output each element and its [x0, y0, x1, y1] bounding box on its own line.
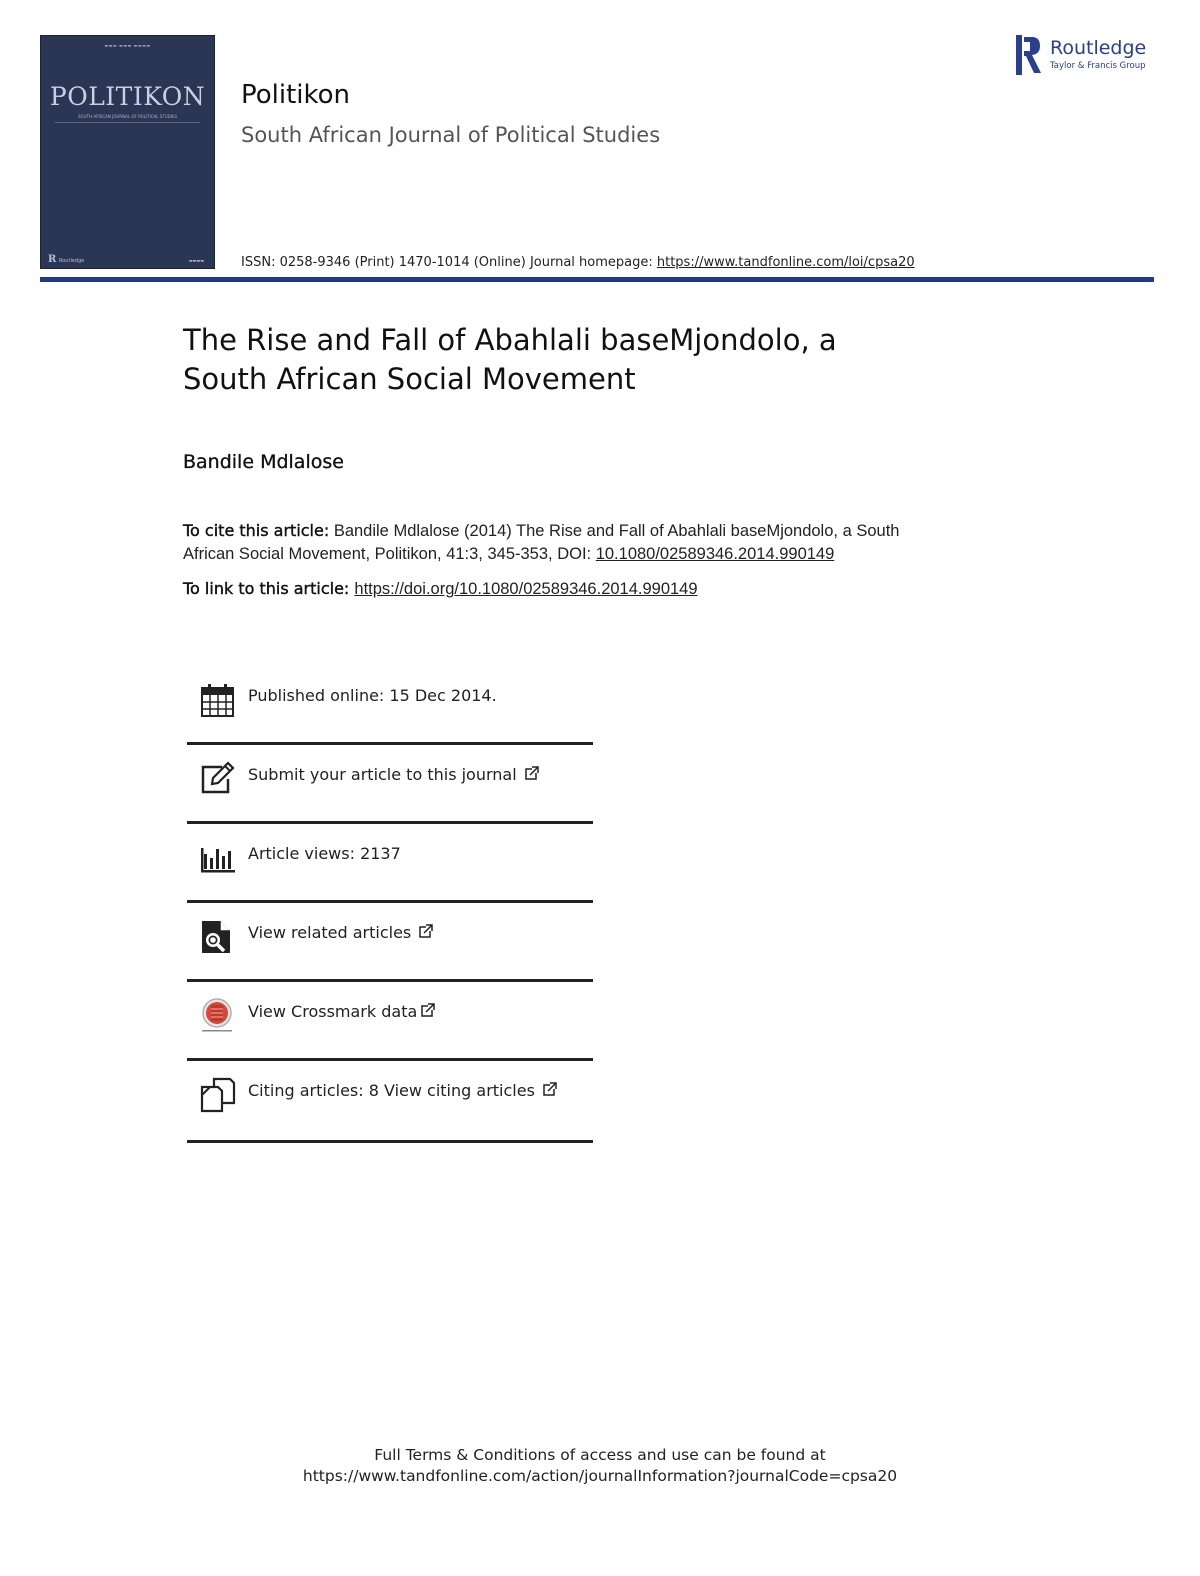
- footer-terms: [0, 1445, 1200, 1487]
- footer-terms-text: Full Terms & Conditions of access and use can be found at: [374, 1446, 826, 1464]
- view-related-articles-label: View related articles: [248, 923, 412, 942]
- journal-cover-image: [40, 35, 215, 269]
- issn-line: [241, 255, 915, 270]
- publisher-logo[interactable]: [1016, 35, 1156, 75]
- view-crossmark-link[interactable]: [248, 1002, 435, 1021]
- citation-line-1: [183, 519, 1043, 543]
- footer-terms-url[interactable]: https://www.tandfonline.com/action/journalInformation?journalCode=cpsa20: [302, 1467, 898, 1485]
- info-row-crossmark[interactable]: [187, 982, 593, 1061]
- submit-article-link[interactable]: [248, 765, 539, 784]
- publisher-name: Routledge: [1050, 37, 1147, 59]
- article-doi-url-link[interactable]: https://doi.org/10.1080/02589346.2014.990149: [354, 580, 698, 598]
- citation-line-2: [183, 543, 1043, 566]
- document-search-icon: [200, 919, 236, 955]
- info-row-citing[interactable]: [187, 1061, 593, 1143]
- journal-title: Politikon: [241, 80, 351, 110]
- info-row-related[interactable]: [187, 903, 593, 982]
- citation-text-2: African Social Movement, Politikon, 41:3, 345-353, DOI:: [183, 545, 596, 563]
- cover-code: ▬▬▬▬: [188, 258, 204, 263]
- article-link-label: To link to this article:: [183, 579, 355, 598]
- bar-chart-icon: [200, 840, 236, 876]
- cover-publisher-logo-icon: R: [48, 254, 57, 265]
- calendar-icon: [200, 682, 236, 718]
- issn-text: ISSN: 0258-9346 (Print) 1470-1014 (Online) Journal homepage:: [241, 255, 657, 270]
- journal-subtitle: South African Journal of Political Studies: [241, 123, 661, 147]
- external-link-icon: [419, 1003, 435, 1019]
- published-online-text: Published online: 15 Dec 2014.: [248, 686, 497, 705]
- article-title: [183, 321, 1023, 399]
- publisher-group: Taylor & Francis Group: [1050, 61, 1146, 71]
- citation-label: To cite this article:: [183, 521, 330, 540]
- article-title-line-1: The Rise and Fall of Abahlali baseMjondolo, a: [183, 323, 837, 357]
- view-crossmark-label: View Crossmark data: [248, 1002, 418, 1021]
- article-views-text: Article views: 2137: [248, 844, 401, 863]
- cover-volume-line: ▬▬▬ ▬▬▬ ▬▬▬▬: [104, 43, 151, 48]
- submit-article-label: Submit your article to this journal: [248, 765, 517, 784]
- article-info-list: [187, 666, 593, 1143]
- journal-homepage-link[interactable]: https://www.tandfonline.com/loi/cpsa20: [656, 255, 915, 270]
- external-link-icon: [417, 924, 433, 940]
- cover-publisher-name: Routledge: [59, 258, 85, 264]
- citation-block: [183, 519, 1043, 566]
- view-related-articles-link[interactable]: [248, 923, 433, 942]
- article-title-line-2: South African Social Movement: [183, 362, 636, 396]
- citing-articles-link[interactable]: [248, 1081, 557, 1100]
- article-author: Bandile Mdlalose: [183, 451, 344, 473]
- info-row-views: [187, 824, 593, 903]
- info-row-submit[interactable]: [187, 745, 593, 824]
- copy-documents-icon: [200, 1077, 236, 1113]
- header-divider: [40, 277, 1154, 282]
- citation-doi-link[interactable]: 10.1080/02589346.2014.990149: [595, 545, 835, 563]
- external-link-icon: [541, 1082, 557, 1098]
- cover-subtitle: SOUTH AFRICAN JOURNAL OF POLITICAL STUDIES: [78, 114, 177, 119]
- article-link-block: [183, 579, 698, 599]
- citation-text-1: Bandile Mdlalose (2014) The Rise and Fall of Abahlali baseMjondolo, a South: [329, 522, 900, 540]
- cover-divider: [55, 122, 200, 123]
- citing-articles-label: Citing articles: 8 View citing articles: [248, 1081, 535, 1100]
- external-link-icon: [523, 766, 539, 782]
- info-row-published: [187, 666, 593, 745]
- cover-title: POLITIKON: [49, 82, 206, 111]
- crossmark-icon: [200, 998, 236, 1034]
- routledge-r-icon: [1016, 35, 1042, 75]
- edit-icon: [200, 761, 236, 797]
